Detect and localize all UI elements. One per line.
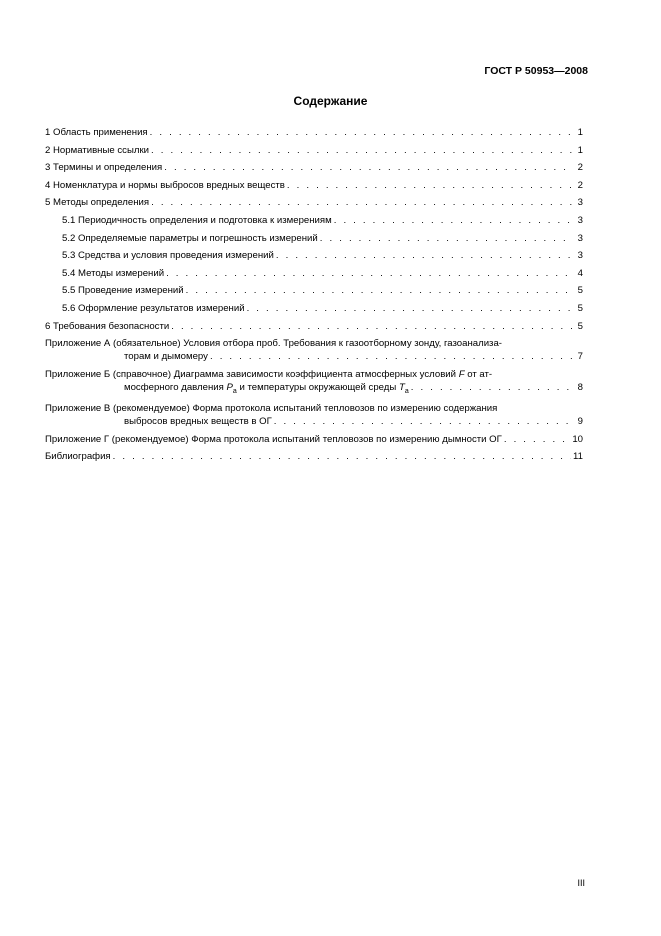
toc-page-number: 10: [572, 433, 583, 445]
toc-entry-text: 1 Область применения: [45, 127, 148, 138]
toc-page-number: 1: [577, 144, 583, 156]
page-number: III: [577, 878, 585, 888]
leader-dots: [210, 350, 573, 363]
toc-entry-text: 3 Термины и определения: [45, 162, 163, 174]
leader-dots: [113, 450, 571, 463]
leader-dots: [287, 179, 573, 192]
toc-page-number: 1: [577, 127, 583, 138]
toc-page-number: 2: [577, 162, 583, 174]
leader-dots: [186, 284, 573, 297]
toc-entry-bibliography[interactable]: [45, 450, 583, 463]
toc-entry-6[interactable]: [45, 320, 583, 333]
leader-dots: [247, 302, 573, 315]
toc-entry-text: 5.5 Проведение измерений: [62, 285, 184, 297]
leader-dots: [164, 161, 573, 174]
toc-entry-2[interactable]: [45, 144, 583, 157]
page-title: Содержание: [293, 94, 368, 108]
toc-entry-5-2[interactable]: [45, 232, 583, 245]
toc-entry-4[interactable]: [45, 179, 583, 192]
toc-entry-text: 5.4 Методы измерений: [62, 267, 165, 279]
toc-page-number: 7: [577, 351, 583, 363]
toc-entry-appendix-a[interactable]: [45, 337, 583, 363]
toc-page-number: 3: [577, 232, 583, 244]
toc-entry-1[interactable]: [45, 126, 583, 139]
toc-page-number: 8: [577, 381, 583, 393]
toc-entry-text: Библиография: [45, 451, 111, 463]
leader-dots: [274, 415, 573, 428]
toc-page-number: 3: [577, 250, 583, 262]
table-of-contents: [45, 126, 583, 468]
toc-page-number: 2: [577, 179, 583, 191]
toc-entry-text: 6 Требования безопасности: [45, 320, 170, 332]
toc-entry-5-4[interactable]: [45, 267, 583, 280]
toc-entry-text: Приложение В (рекомендуемое) Форма протокола испытаний тепловозов по измерению содержания: [45, 403, 498, 415]
subscript-a: a: [232, 387, 237, 395]
subscript-a: a: [404, 387, 409, 395]
toc-page-number: 4: [577, 267, 583, 279]
toc-entry-5-3[interactable]: [45, 249, 583, 262]
leader-dots: [166, 267, 573, 280]
toc-entry-appendix-g[interactable]: [45, 433, 583, 446]
leader-dots: [150, 126, 573, 139]
leader-dots: [276, 249, 573, 262]
toc-entry-5[interactable]: [45, 196, 583, 209]
toc-entry-text-continued: выбросов вредных веществ в ОГ: [124, 416, 272, 428]
toc-entry-text: Приложение Г (рекомендуемое) Форма протокола испытаний тепловозов по измерению дымности ОГ: [45, 433, 502, 445]
toc-entry-3[interactable]: [45, 161, 583, 174]
toc-page-number: 9: [577, 416, 583, 428]
toc-page-number: 3: [577, 197, 583, 209]
leader-dots: [504, 433, 570, 446]
leader-dots: [411, 381, 573, 394]
toc-page-number: 5: [577, 320, 583, 332]
toc-entry-text: 4 Номенклатура и нормы выбросов вредных веществ: [45, 179, 285, 191]
variable-t: T: [398, 381, 405, 393]
toc-entry-text-continued: торам и дымомеру: [124, 351, 208, 363]
toc-entry-text: 2 Нормативные ссылки: [45, 144, 150, 156]
toc-page-number: 5: [577, 302, 583, 314]
toc-entry-5-6[interactable]: [45, 302, 583, 315]
toc-entry-text: 5.2 Определяемые параметры и погрешность измерений: [62, 232, 318, 244]
toc-entry-text: 5.1 Периодичность определения и подготовка к измерениям: [62, 214, 332, 226]
toc-entry-text: Приложение А (обязательное) Условия отбора проб. Требования к газоотборному зонду, газоанализа-: [45, 338, 502, 350]
variable-f: F: [458, 368, 465, 380]
appendix-b-text-2: от ат-: [464, 368, 493, 380]
toc-entry-text: 5.3 Средства и условия проведения измерений: [62, 250, 274, 262]
variable-p: P: [226, 381, 233, 393]
toc-entry-appendix-v[interactable]: [45, 402, 583, 428]
toc-entry-text: 5.6 Оформление результатов измерений: [62, 302, 245, 314]
toc-page-number: 5: [577, 285, 583, 297]
toc-entry-text: [45, 368, 583, 381]
leader-dots: [320, 232, 573, 245]
toc-entry-5-1[interactable]: [45, 214, 583, 227]
toc-entry-text: 5 Методы определения: [45, 197, 150, 209]
toc-page-number: 3: [577, 214, 583, 226]
appendix-b-text-1: Приложение Б (справочное) Диаграмма зависимости коэффициента атмосферных условий: [45, 368, 459, 380]
leader-dots: [151, 196, 573, 209]
leader-dots: [334, 214, 573, 227]
standard-number: ГОСТ Р 50953—2008: [484, 65, 588, 77]
toc-page-number: 11: [573, 451, 583, 463]
leader-dots: [151, 144, 573, 157]
toc-entry-text-continued: [124, 381, 409, 398]
appendix-b-text-4: и температуры окружающей среды: [236, 381, 399, 393]
toc-entry-appendix-b[interactable]: [45, 368, 583, 398]
toc-entry-5-5[interactable]: [45, 284, 583, 297]
leader-dots: [171, 320, 573, 333]
appendix-b-text-3: мосферного давления: [124, 381, 227, 393]
